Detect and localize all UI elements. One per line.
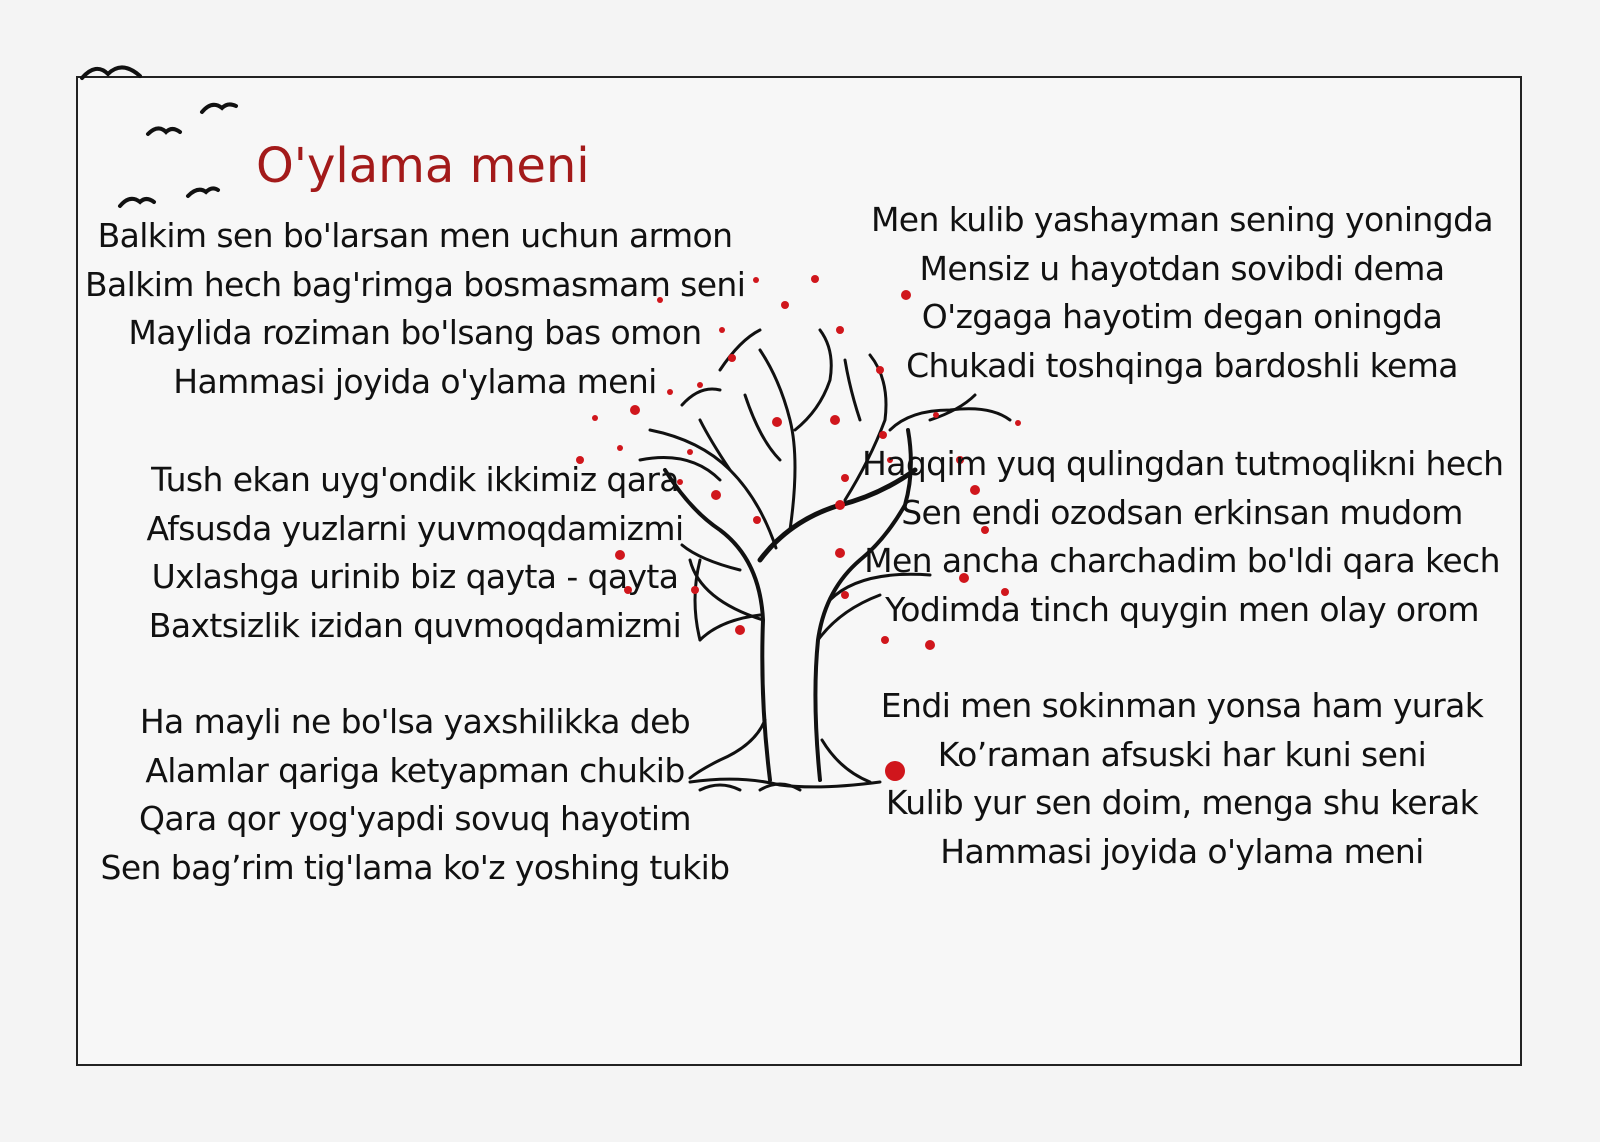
stanza-4 xyxy=(862,196,1502,390)
poem-line: Yodimda tinch quygin men olay orom xyxy=(885,589,1479,629)
stanza-1 xyxy=(85,212,745,406)
poem-line: Ko’raman afsuski har kuni seni xyxy=(937,734,1427,774)
leaf-dot xyxy=(811,275,819,283)
leaf-dot xyxy=(830,415,840,425)
leaf-dot xyxy=(687,449,693,455)
leaf-dot xyxy=(753,277,759,283)
poem-line: Endi men sokinman yonsa ham yurak xyxy=(880,686,1484,725)
poem-title: O'ylama meni xyxy=(256,138,590,194)
leaf-dot xyxy=(592,415,598,421)
poem-line: Afsusda yuzlarni yuvmoqdamizmi xyxy=(146,508,684,548)
leaf-dot xyxy=(630,405,640,415)
poem-line: Ha mayli ne bo'lsa yaxshilikka deb xyxy=(139,702,691,741)
leaf-dot xyxy=(841,591,849,599)
leaf-dot xyxy=(925,640,935,650)
leaf-dot xyxy=(881,636,889,644)
poem-line: Qara qor yog'yapdi sovuq hayotim xyxy=(139,799,691,838)
poem-line: Kulib yur sen doim, menga shu kerak xyxy=(885,783,1479,822)
leaf-dot xyxy=(835,500,845,510)
bird-icon xyxy=(188,188,218,196)
stanza-5 xyxy=(862,440,1502,634)
stanza-6 xyxy=(862,682,1502,876)
leaf-dot xyxy=(772,417,782,427)
leaf-dot xyxy=(835,548,845,558)
bird-icons xyxy=(82,67,236,206)
bird-icon xyxy=(202,104,236,112)
leaf-dot xyxy=(781,301,789,309)
poem-line: Balkim hech bag'rimga bosmasmam seni xyxy=(85,264,746,304)
poem-line: Sen endi ozodsan erkinsan mudom xyxy=(901,492,1463,532)
poem-line: Hammasi joyida o'ylama meni xyxy=(940,831,1424,871)
poem-line: Mensiz u hayotdan sovibdi dema xyxy=(919,248,1445,288)
bird-icon xyxy=(82,67,140,78)
leaf-dot xyxy=(753,516,761,524)
poem-line: Balkim sen bo'larsan men uchun armon xyxy=(97,216,733,255)
poem-line: Hammasi joyida o'ylama meni xyxy=(173,361,657,401)
poem-line: Tush ekan uyg'ondik ikkimiz qara xyxy=(151,460,679,499)
bird-icon xyxy=(148,128,180,134)
leaf-dot xyxy=(617,445,623,451)
leaf-dot xyxy=(841,474,849,482)
leaf-dot xyxy=(836,326,844,334)
poem-line: O'zgaga hayotim degan oningda xyxy=(921,297,1443,336)
leaf-dot xyxy=(933,412,939,418)
bird-icon xyxy=(120,199,154,206)
stanza-3 xyxy=(85,698,745,892)
poem-line: Sen bag’rim tig'lama ko'z yoshing tukib xyxy=(100,847,730,887)
leaf-dot xyxy=(879,431,887,439)
stanza-2 xyxy=(85,456,745,650)
poem-line: Men kulib yashayman sening yoningda xyxy=(870,200,1494,239)
poem-line: Chukadi toshqinga bardoshli kema xyxy=(906,345,1458,385)
poem-line: Baxtsizlik izidan quvmoqdamizmi xyxy=(148,605,682,645)
poem-line: Uxlashga urinib biz qayta - qayta xyxy=(151,557,679,596)
poem-line: Men ancha charchadim bo'ldi qara kech xyxy=(864,541,1500,580)
poem-line: Maylida roziman bo'lsang bas omon xyxy=(128,313,702,352)
leaf-dot xyxy=(1015,420,1021,426)
poem-line: Alamlar qariga ketyapman chukib xyxy=(145,750,685,790)
poem-line: Haqqim yuq qulingdan tutmoqlikni hech xyxy=(862,444,1504,483)
